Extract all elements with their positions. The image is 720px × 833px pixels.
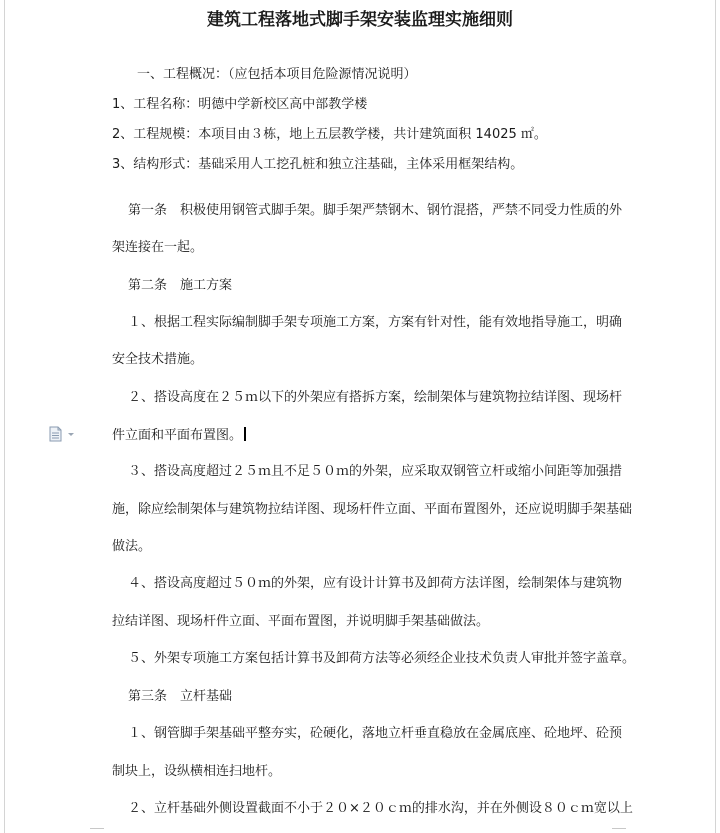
paragraph-options-icon[interactable] — [48, 426, 78, 442]
overview-structure: 3、结构形式：基础采用人工挖孔桩和独立注基础，主体采用框架结构。 — [112, 157, 524, 172]
page-right-edge — [715, 0, 716, 833]
document-title: 建筑工程落地式脚手架安装监理实施细则 — [207, 10, 513, 30]
article-2-item-3-line-1: ３、搭设高度超过２５ｍ且不足５０ｍ的外架，应采取双钢管立杆或缩小间距等加强措 — [128, 464, 623, 479]
article-2-item-2-line-1: ２、搭设高度在２５ｍ以下的外架应有搭拆方案，绘制架体与建筑物拉结详图、现场杆 — [128, 390, 623, 405]
article-2-item-2-line-2-text: 件立面和平面布置图。 — [112, 428, 243, 443]
article-2-item-4-line-1: ４、搭设高度超过５０ｍ的外架，应有设计计算书及卸荷方法详图，绘制架体与建筑物 — [128, 576, 623, 591]
article-3-heading: 第三条 立杆基础 — [128, 689, 233, 704]
article-2-item-3-line-3: 做法。 — [112, 539, 152, 554]
article-2-item-2-line-2[interactable] — [112, 427, 246, 444]
article-3-item-2-line-1: ２、立杆基础外侧设置截面不小于２０×２０ｃｍ的排水沟，并在外侧设８０ｃｍ宽以上 — [128, 801, 633, 816]
section-heading: 一、工程概况：（应包括本项目危险源情况说明） — [137, 67, 417, 82]
article-2-item-3-line-2: 施，除应绘制架体与建筑物拉结详图、现场杆件立面、平面布置图外，还应说明脚手架基础 — [112, 502, 633, 517]
article-2-item-1-line-1: １、根据工程实际编制脚手架专项施工方案，方案有针对性，能有效地指导施工，明确 — [128, 315, 623, 330]
article-1-line-1: 第一条 积极使用钢管式脚手架。脚手架严禁钢木、钢竹混搭，严禁不同受力性质的外 — [128, 203, 623, 218]
margin-mark-bottom-right — [612, 828, 626, 829]
article-3-item-1-line-2: 制块上，设纵横相连扫地杆。 — [112, 764, 282, 779]
article-3-item-1-line-1: １、钢管脚手架基础平整夯实，砼硬化，落地立杆垂直稳放在金属底座、砼地坪、砼预 — [128, 726, 623, 741]
text-cursor — [244, 427, 246, 441]
margin-mark-bottom-left — [90, 828, 104, 829]
article-2-item-1-line-2: 安全技术措施。 — [112, 352, 204, 367]
article-2-item-4-line-2: 拉结详图、现场杆件立面、平面布置图，并说明脚手架基础做法。 — [112, 614, 490, 629]
page-left-edge — [4, 0, 5, 833]
article-2-item-5: ５、外架专项施工方案包括计算书及卸荷方法等必须经企业技术负责人审批并签字盖章。 — [128, 651, 636, 666]
overview-project-name: 1、工程名称：明德中学新校区高中部教学楼 — [112, 97, 368, 112]
article-2-heading: 第二条 施工方案 — [128, 278, 233, 293]
overview-project-scale: 2、工程规模：本项目由３栋，地上五层教学楼，共计建筑面积 14025 ㎡。 — [112, 127, 547, 142]
article-1-line-2: 架连接在一起。 — [112, 240, 204, 255]
